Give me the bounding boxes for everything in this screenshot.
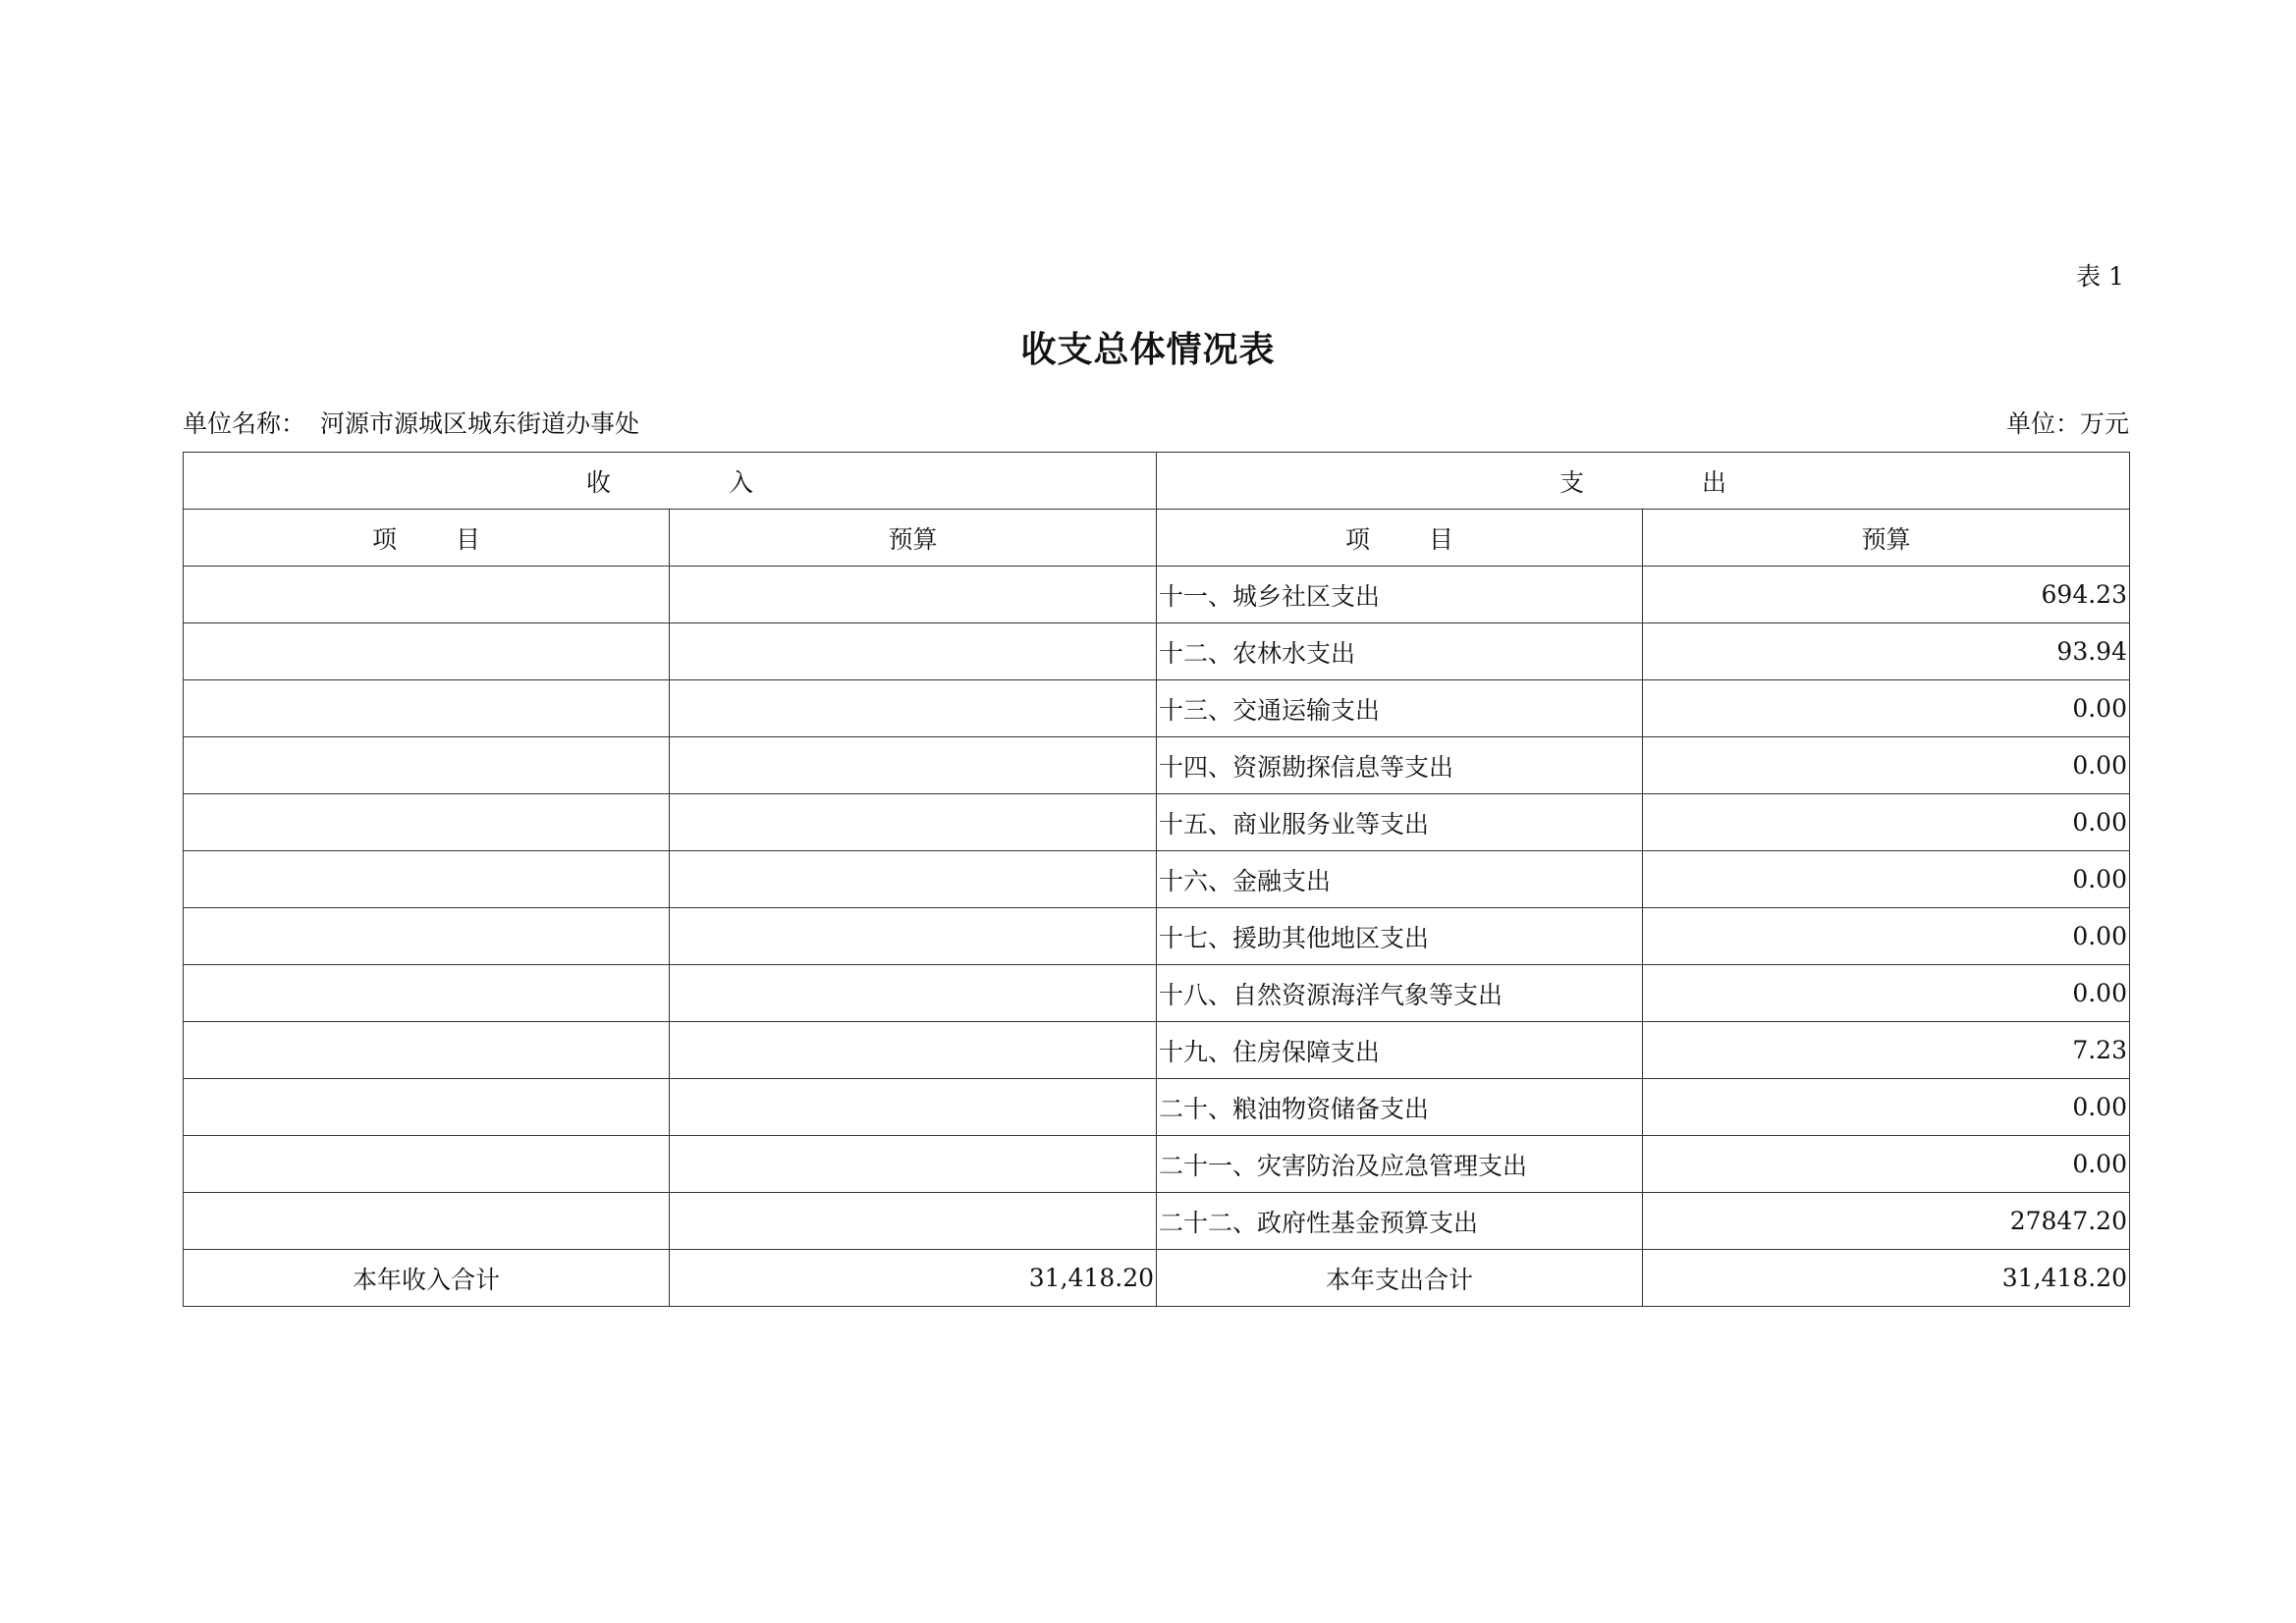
expense-budget-cell: 0.00 bbox=[1643, 908, 2130, 965]
income-item-cell bbox=[184, 1136, 670, 1193]
expense-item-header-char-2: 目 bbox=[1429, 524, 1454, 554]
expense-budget-cell: 7.23 bbox=[1643, 1022, 2130, 1079]
expense-budget-cell: 27847.20 bbox=[1643, 1193, 2130, 1250]
unit-measure: 单位：万元 bbox=[2005, 409, 2129, 438]
income-item-cell bbox=[184, 851, 670, 908]
income-item-header-char-1: 项 bbox=[371, 524, 397, 554]
expense-item-cell: 十一、城乡社区支出 bbox=[1157, 567, 1643, 623]
income-item-cell bbox=[184, 965, 670, 1022]
income-header-char-1: 收 bbox=[585, 467, 611, 497]
income-item-header-char-2: 目 bbox=[456, 524, 481, 554]
total-row bbox=[184, 1250, 2130, 1307]
unit-name-label: 单位名称： bbox=[183, 409, 306, 438]
income-budget-cell bbox=[670, 908, 1157, 965]
expense-budget-column-header: 预算 bbox=[1643, 510, 2130, 567]
table-row bbox=[184, 623, 2130, 680]
expense-budget-cell: 93.94 bbox=[1643, 623, 2130, 680]
expense-item-cell: 十八、自然资源海洋气象等支出 bbox=[1157, 965, 1643, 1022]
income-item-cell bbox=[184, 737, 670, 794]
income-total-label: 本年收入合计 bbox=[184, 1250, 670, 1307]
expense-item-cell: 十四、资源勘探信息等支出 bbox=[1157, 737, 1643, 794]
expense-total-label: 本年支出合计 bbox=[1157, 1250, 1643, 1307]
table-row bbox=[184, 1079, 2130, 1136]
budget-table bbox=[183, 452, 2130, 1307]
expense-item-cell: 十二、农林水支出 bbox=[1157, 623, 1643, 680]
expense-header-char-1: 支 bbox=[1558, 467, 1584, 497]
unit-name-value: 河源市源城区城东街道办事处 bbox=[320, 409, 640, 438]
expense-item-cell: 二十、粮油物资储备支出 bbox=[1157, 1079, 1643, 1136]
income-budget-cell bbox=[670, 1193, 1157, 1250]
income-budget-cell bbox=[670, 680, 1157, 737]
income-budget-cell bbox=[670, 623, 1157, 680]
expense-item-cell: 十九、住房保障支出 bbox=[1157, 1022, 1643, 1079]
income-item-cell bbox=[184, 1079, 670, 1136]
income-item-cell bbox=[184, 1193, 670, 1250]
income-item-cell bbox=[184, 680, 670, 737]
income-item-cell bbox=[184, 908, 670, 965]
expense-item-cell: 十三、交通运输支出 bbox=[1157, 680, 1643, 737]
expense-section-header bbox=[1157, 453, 2130, 510]
column-header-row bbox=[184, 510, 2130, 567]
expense-item-column-header bbox=[1157, 510, 1643, 567]
expense-budget-cell: 0.00 bbox=[1643, 680, 2130, 737]
income-budget-cell bbox=[670, 1136, 1157, 1193]
expense-budget-cell: 0.00 bbox=[1643, 737, 2130, 794]
table-row bbox=[184, 1136, 2130, 1193]
income-budget-cell bbox=[670, 737, 1157, 794]
income-budget-column-header: 预算 bbox=[670, 510, 1157, 567]
income-item-cell bbox=[184, 567, 670, 623]
income-total-value: 31,418.20 bbox=[670, 1250, 1157, 1307]
income-item-cell bbox=[184, 794, 670, 851]
table-row bbox=[184, 851, 2130, 908]
expense-budget-cell: 0.00 bbox=[1643, 965, 2130, 1022]
income-item-cell bbox=[184, 1022, 670, 1079]
income-budget-cell bbox=[670, 851, 1157, 908]
table-number: 表 1 bbox=[2076, 262, 2124, 291]
table-row bbox=[184, 1193, 2130, 1250]
table-row bbox=[184, 794, 2130, 851]
income-budget-cell bbox=[670, 567, 1157, 623]
section-header-row bbox=[184, 453, 2130, 510]
expense-item-cell: 十六、金融支出 bbox=[1157, 851, 1643, 908]
expense-header-char-2: 出 bbox=[1702, 467, 1727, 497]
expense-budget-cell: 0.00 bbox=[1643, 794, 2130, 851]
expense-budget-cell: 694.23 bbox=[1643, 567, 2130, 623]
income-section-header bbox=[184, 453, 1157, 510]
table-row bbox=[184, 737, 2130, 794]
meta-row bbox=[183, 405, 2129, 440]
income-budget-cell bbox=[670, 965, 1157, 1022]
table-row bbox=[184, 680, 2130, 737]
unit-name bbox=[183, 405, 639, 440]
expense-budget-cell: 0.00 bbox=[1643, 851, 2130, 908]
expense-budget-cell: 0.00 bbox=[1643, 1136, 2130, 1193]
income-item-cell bbox=[184, 623, 670, 680]
table-row bbox=[184, 908, 2130, 965]
income-budget-cell bbox=[670, 1079, 1157, 1136]
expense-item-cell: 十五、商业服务业等支出 bbox=[1157, 794, 1643, 851]
table-row bbox=[184, 567, 2130, 623]
income-item-column-header bbox=[184, 510, 670, 567]
expense-item-header-char-1: 项 bbox=[1344, 524, 1370, 554]
expense-item-cell: 二十一、灾害防治及应急管理支出 bbox=[1157, 1136, 1643, 1193]
expense-budget-cell: 0.00 bbox=[1643, 1079, 2130, 1136]
table-row bbox=[184, 965, 2130, 1022]
income-header-char-2: 入 bbox=[729, 467, 754, 497]
income-budget-cell bbox=[670, 1022, 1157, 1079]
expense-total-value: 31,418.20 bbox=[1643, 1250, 2130, 1307]
expense-item-cell: 二十二、政府性基金预算支出 bbox=[1157, 1193, 1643, 1250]
expense-item-cell: 十七、援助其他地区支出 bbox=[1157, 908, 1643, 965]
table-row bbox=[184, 1022, 2130, 1079]
income-budget-cell bbox=[670, 794, 1157, 851]
page-title: 收支总体情况表 bbox=[1020, 330, 1276, 370]
